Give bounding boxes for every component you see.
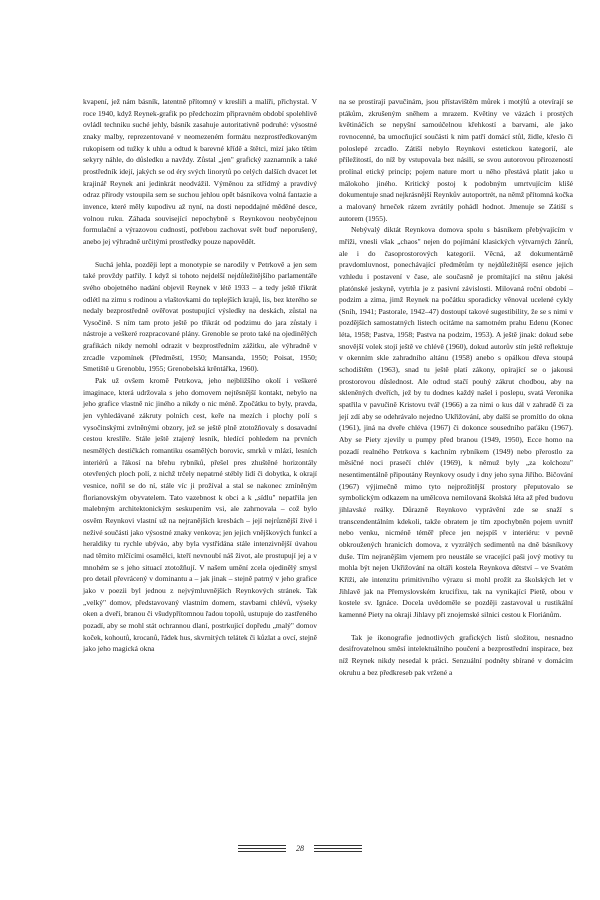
page-number: 28: [296, 843, 304, 853]
paragraph: na se prostírají pavučinám, jsou přístavištěm můrek i motýlů a otevírají se ptákům, zkrušeným sněhem a mrazem. Květiny ve vázách i prostých květináčích se nepyšní samoúčelnou křehkostí a barvami, ale jako rovnocenné, ba umocňující součásti k nim patří domácí stůl, židle, křeslo či poloslepé zrcadlo. Zátiší nebylo Reynkovi estetickou kategorií, ale příležitostí, do níž by vstupovala bez násilí, se svou autorovou přirozeností prolínal etický princip; pojem nature mort u něho přestává platit jako u málokoho jiného. Kritický postoj k podobným umrtvujícím klišé dokumentuje snad nejkrásnější Reynkův autoportrét, na němž přítomná kočka a malovaný hrneček rázem zvrátily pohádl hodnot. Jmenuje se Zátiší s autorem (1955).: [339, 97, 573, 223]
paragraph: Tak je ikonografie jednotlivých grafických listů složitou, nesnadno desifrovatelnou směsí intelektuálního poučení a bezprostřední inspirace, bez níž Reynek nikdy nesedal k práci. Senzuální podněty sbírané v domácím okruhu a bez předkreseb pak vržené a: [339, 632, 573, 677]
decorative-rule-left: [238, 845, 286, 852]
paragraph: Suchá jehla, později lept a monotypie se narodily v Petrkově a jen sem také provždy patřily. I když si tohoto nejdelší nejdůležitějšího parlamentáře svého obojetného nadání objevil Reynek v létě 1933 – a tedy ještě třikrát odlétl na zimu s rodinou a vlaštovkami do teplejších krajů, lis, bez kterého se nedaly bezprostředně ověřovat postupující výsledky na deskách, zůstal na Vysočině. S ním tam proto ještě po třikrát od podzimu do jara zůstaly i nástroje a veškeré rozpracované plány. Grenoble se proto také na ojedinělých grafikách nikdy nemohl odrazit v bezprostředním zážitku, ale výhradně v zrcadle vzpomínek (Předměstí, 1950; Mansanda, 1950; Poisat, 1950; Smetiště u Grenoblu, 1955; Grenobelská krěntářka, 1960).: [83, 259, 317, 374]
decorative-rule-right: [314, 845, 362, 852]
paragraph: kvapení, jež nám básník, latentně přítomný v kresliři a malíři, přichystal. V roce 1940, když Reynek-grafik po předchozím připravném období spolehlivě ovládl techniku suché jehly, básník zasahuje autoritativně podruhé: výsostné znaky malby, reprezentované v neomezeném formátu nezprostředkovaným rukopisem od tužky k uhlu a odtud k barevné křídě a štětci, mizí jako tětím sekyry náhle, do důsledku a navždy. Zůstal „jen" grafický zaznamník a také prostředník idejí, jakých se od éry svých linorytů po celých dalších dvacet let krajinář Reynek ani jedinkrát neodvážil. Výměnou za střídmý a pravdivý odraz přírody vstoupila sem se suchou jehlou opět básníkova volná fantazie a invence, které měly kupodivu až nyní, na dosti nepoddajné měděné desce, volnou ruku. Záhada související nepochybně s Reynkovou neobyčejnou formulační a výrazovou cudností, potřebou zachovat svět bud' neporušený, anebo jej výhradně určitými prostředky pouze napovědět.: [83, 97, 317, 246]
right-text-column: [339, 96, 573, 678]
paragraph: Nebývalý diktát Reynkova domova spolu s básníkem přebývajícím v mříži, vnesli však „chaos" nejen do pojímání klasických výtvarných žánrů, ale i do časoprostorových kategorií. Věcná, až dokumentárně pravdomluvnost, ponechávající předmětům ty nejdůležitější esence jejich vzhledu i postavení v čase, ale současně je promítající na stěnu jakési platónské jeskyně, vytrhla je z pasivní závislosti. Milovaná roční období – podzim a zima, jimž Reynek na počátku sporadicky věnoval ucelené cykly (Sníh, 1941; Pastorale, 1942–47) dostoupí takové sugestibility, že se s nimi v pozdějších samostatných listech ocitáme na samotném prahu Edenu (Konec léta, 1958; Pastva, 1958; Pastva na podzim, 1953). A ještě jinak: dokud sebe snovější volek stojí ještě ve chlévě (1960), dokud autorův stín ještě reflektuje v okenním skle zahradního altánu (1958) anebo s opálkou dřeva stoupá schodištěm (1963), snad tu ještě platí zákony, opírající se o jakousi prostorovou důslednost. Ale odtud stačí pouhý zákrut chodbou, aby na skleněných dveřích, jež by tu dodnes každý našel i poslepu, svatá Veronika spatřila v pavučině Kristovu tvář (1966) a za nimi o kus dál v zahradě či za její zdí aby se odehrávalo nejedno Ukřižování, aby další se promítlo do okna (1961), jiná na dveře chléva (1967) či dokonce sousedního paťáku (1967). Aby se Piety zjevily u pumpy před branou (1949, 1950), Ecce homo na pozadí realného Petrkova s kachním rybníkem (1949) nebo přerostlo za měsíčné noci prasečí chlév (1969), k němuž byly „za kolchozu" nesentimentálně připoutány Reynkovy osudy i dny jeho syna Jiřího. Bičování (1967) výjimečně mimo tyto nejprožitější prostory přeputovalo se symbolickým odkazem na umělcova nemilovaná školská léta až před budovu jihlavské reálky. Důrazně Reynkovo vyprávění zde se snaží s transcendentálním kdekoli, takže obratem je tím zpochybněn pojem uvnitř nebo venku, nicméně téměř přece jen nejspíš v interiéru: v pevně obkroužených hranicích domova, z vyzrálých sedimentů na dně básníkovy duše. Tím nejranějším vjemem pro neustále se vracející paši jový motivy tu mohla být nejen Ukřižování na oltáři kostela Reynkova dětství – ve Svatém Kříži, ale intenzitu primitivního výrazu si mohl prožít za školských let v Jihlavě jak na Přemyslovském krucifixu, tak na vynikající Pietě, obou v kostele sv. Ignáce. Docela uvědoměle se později zastavoval u rustikální kamenné Piety na okraji Jihlavy při znojemské silnici cestou k Floriánům.: [339, 225, 573, 619]
left-text-column: [83, 96, 317, 655]
paragraph: Pak už ovšem kromě Petrkova, jeho nejbližšího okolí i veškeré imaginace, která udržovala s jeho domovem nejtěsnější kontakt, nebylo na jeho grafice vlastně nic jiného a nikdy o nic méně. Zpočátku to byly, pravda, jen vyhledávané zákruty polních cest, keře na mezích i plochy polí s vysočinskými zvlněnými obzory, jež se ještě plně ztotožňovaly s dosavadní cestou kreslíře. Stále ještě ztajený lesník, hledící pohledem na prvních nesmělých destičkách romantiku osamělých borovic, smrků v mlází, lesních interiérů a řákosí na břehu rybníků, přešel pres zhuštěné horizontály otevřených ploch polí, z nichž trčely nepatrné stébly lidí či dobytka, k okrají vesnice, nořil se do ní, stále víc ji prožíval a stal se nakonec zmíněným florianovským obyvatelem. Tato vazebnost k obci a k „sídlu" nepatřila jen malebným architektonickým seskupením vsi, ale zahrnovala – což bylo osvěm Reynkovi vlastní už na nejranějších kresbách – její nejrůznější živé i neživé součásti jako výsostné znaky venkova; jen jejich vnějškových funkcí a heraldiky tu rychle ubýváo, aby byla vystřídána stále intenzivnější úvahou nad těmito mlčícími osamělci, kteří nevnoubí náš život, ale prostupují jej a v mnohém se s jeho situací ztotožňují. V našem umění zcela ojedinělý smysl pro detail převrácený v dominantu a – jak jinak – stejně patrný v jeho grafice jako v poezii byl jednou z nejvýmluvnějších Reynkových stránek. Tak „velký" domov, představovaný vlastním domem, stavbami chlévů, výseky oken a dveří, branou či všudypřítomnou řadou topolů, ustupuje do zastřeného pozadí, aby se mohl stát ochrannou dlaní, postrkující dopředu „malý" domov koček, kohoutů, krocanů, řádek hus, skvrnitých telátek či kůzlat a ovcí, stejně jako jeho magická okna: [83, 376, 317, 654]
page-footer: [0, 842, 600, 854]
